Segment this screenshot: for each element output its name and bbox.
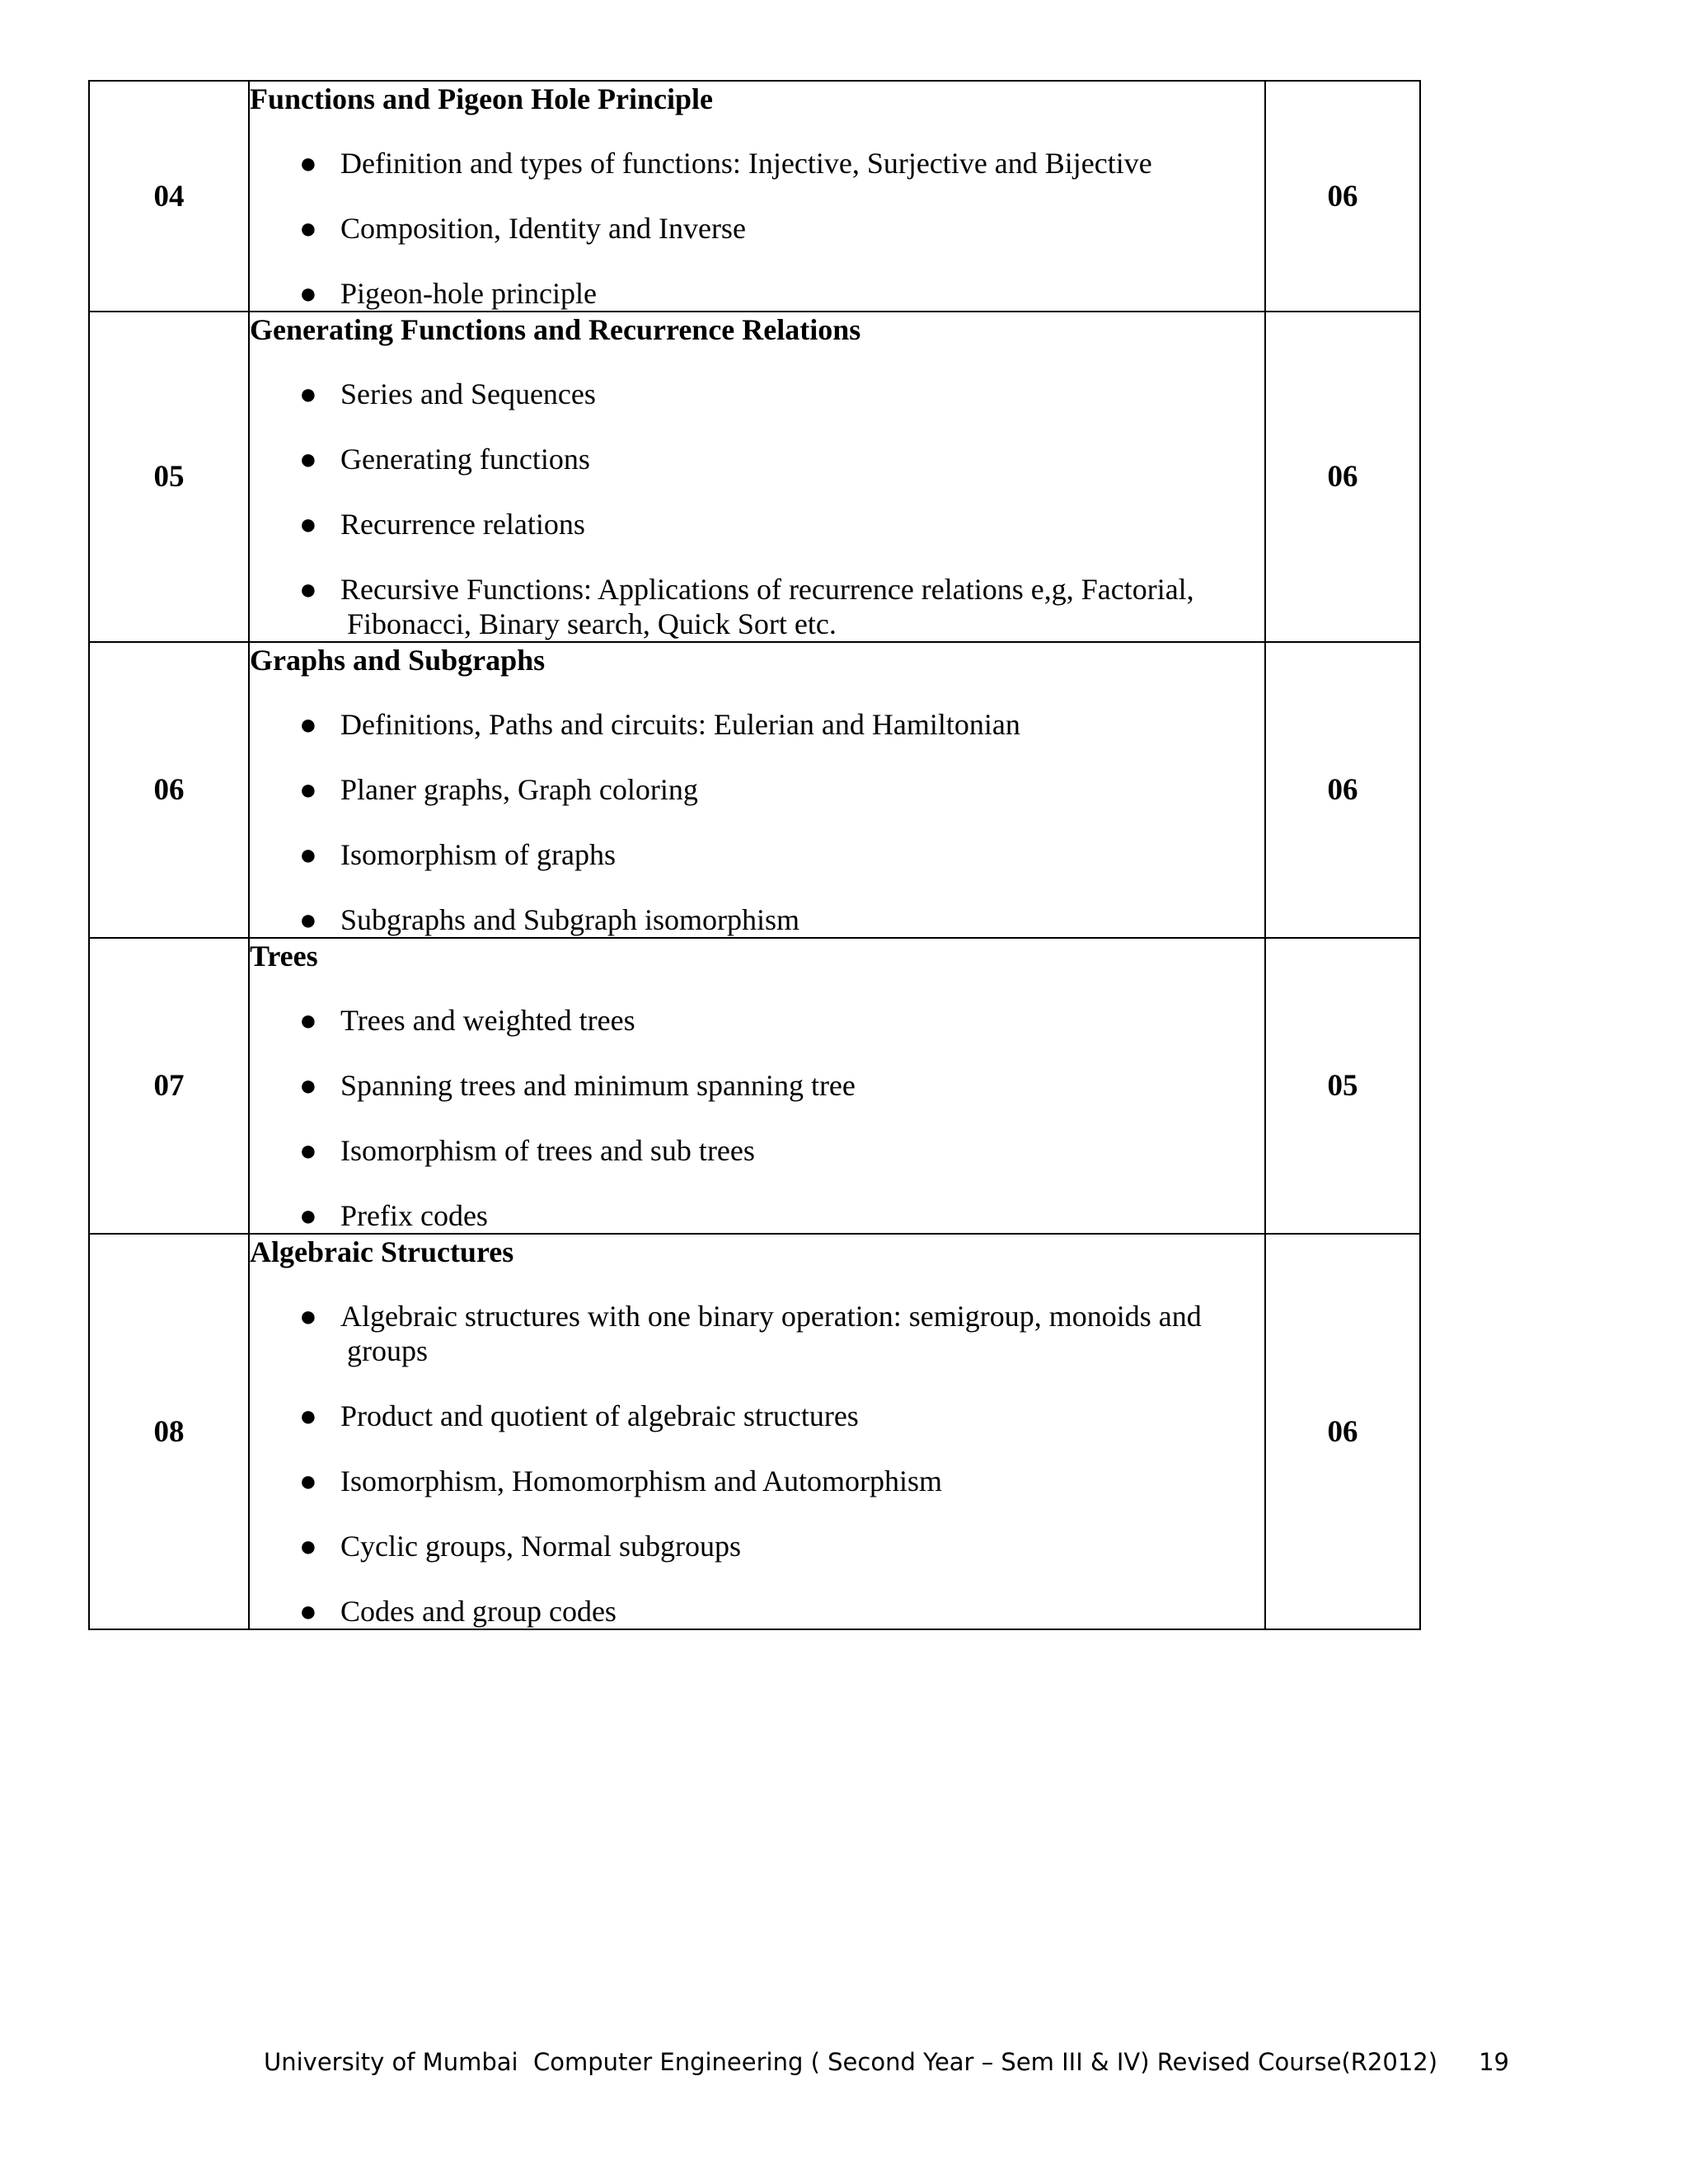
module-row bbox=[89, 642, 1420, 938]
topic-text: Planer graphs, Graph coloring bbox=[340, 773, 698, 806]
topic-text: Cyclic groups, Normal subgroups bbox=[340, 1530, 741, 1563]
topic-item bbox=[250, 1399, 1264, 1433]
topic-text: Composition, Identity and Inverse bbox=[340, 212, 746, 245]
module-hours: 06 bbox=[1265, 312, 1420, 642]
module-hours: 06 bbox=[1265, 1234, 1420, 1629]
module-hours: 06 bbox=[1265, 81, 1420, 312]
topic-item bbox=[250, 276, 1264, 311]
module-title: Trees bbox=[250, 940, 318, 972]
module-number: 06 bbox=[89, 642, 249, 938]
module-number: 07 bbox=[89, 938, 249, 1234]
bullet-icon: ● bbox=[299, 277, 317, 310]
topic-list bbox=[250, 1299, 1264, 1629]
module-title: Algebraic Structures bbox=[250, 1235, 514, 1268]
topic-item bbox=[250, 1003, 1264, 1038]
bullet-icon: ● bbox=[299, 838, 317, 871]
topic-item bbox=[250, 1133, 1264, 1168]
bullet-icon: ● bbox=[299, 1399, 317, 1432]
topic-text: Recursive Functions: Applications of recurrence relations e,g, Factorial, Fibonacci, Binary search, Quick Sort etc. bbox=[340, 573, 1194, 640]
module-content bbox=[249, 938, 1265, 1234]
module-row bbox=[89, 938, 1420, 1234]
topic-item bbox=[250, 377, 1264, 411]
module-number: 05 bbox=[89, 312, 249, 642]
module-content bbox=[249, 642, 1265, 938]
topic-list bbox=[250, 146, 1264, 311]
topic-item bbox=[250, 1594, 1264, 1629]
topic-text: Subgraphs and Subgraph isomorphism bbox=[340, 903, 799, 936]
topic-text: Definitions, Paths and circuits: Eulerian and Hamiltonian bbox=[340, 708, 1020, 741]
bullet-icon: ● bbox=[299, 773, 317, 806]
bullet-icon: ● bbox=[299, 1530, 317, 1563]
module-row bbox=[89, 312, 1420, 642]
topic-text: Product and quotient of algebraic structures bbox=[340, 1399, 859, 1432]
topic-text: Prefix codes bbox=[340, 1199, 488, 1232]
bullet-icon: ● bbox=[299, 1199, 317, 1232]
module-title: Graphs and Subgraphs bbox=[250, 644, 546, 677]
bullet-icon: ● bbox=[299, 377, 317, 410]
module-number: 08 bbox=[89, 1234, 249, 1629]
module-title: Functions and Pigeon Hole Principle bbox=[250, 82, 714, 115]
topic-list bbox=[250, 707, 1264, 937]
topic-item bbox=[250, 1068, 1264, 1103]
topic-item bbox=[250, 507, 1264, 541]
bullet-icon: ● bbox=[299, 1134, 317, 1167]
module-title: Generating Functions and Recurrence Relations bbox=[250, 313, 861, 346]
topic-text: Isomorphism of trees and sub trees bbox=[340, 1134, 755, 1167]
bullet-icon: ● bbox=[299, 708, 317, 741]
bullet-icon: ● bbox=[299, 1465, 317, 1497]
topic-item bbox=[250, 837, 1264, 872]
module-hours: 05 bbox=[1265, 938, 1420, 1234]
topic-text: Pigeon-hole principle bbox=[340, 277, 597, 310]
topic-item bbox=[250, 1198, 1264, 1233]
topic-list bbox=[250, 1003, 1264, 1233]
module-number: 04 bbox=[89, 81, 249, 312]
module-row bbox=[89, 1234, 1420, 1629]
topic-item bbox=[250, 146, 1264, 180]
bullet-icon: ● bbox=[299, 1300, 317, 1333]
topic-item bbox=[250, 772, 1264, 807]
bullet-icon: ● bbox=[299, 1004, 317, 1037]
bullet-icon: ● bbox=[299, 1069, 317, 1102]
topic-text: Definition and types of functions: Injective, Surjective and Bijective bbox=[340, 147, 1152, 180]
module-content bbox=[249, 81, 1265, 312]
bullet-icon: ● bbox=[299, 212, 317, 245]
topic-text: Trees and weighted trees bbox=[340, 1004, 635, 1037]
topic-text: Codes and group codes bbox=[340, 1595, 617, 1628]
topic-text: Algebraic structures with one binary operation: semigroup, monoids and groups bbox=[340, 1300, 1202, 1367]
module-row bbox=[89, 81, 1420, 312]
topic-list bbox=[250, 377, 1264, 641]
page-footer bbox=[264, 2047, 1509, 2077]
page-number: 19 bbox=[1479, 2048, 1509, 2076]
bullet-icon: ● bbox=[299, 443, 317, 476]
topic-text: Generating functions bbox=[340, 443, 590, 476]
topic-item bbox=[250, 1464, 1264, 1498]
footer-text: University of Mumbai Computer Engineering ( Second Year – Sem III & IV) Revised Course(R2012) bbox=[264, 2048, 1438, 2076]
topic-item bbox=[250, 572, 1264, 641]
bullet-icon: ● bbox=[299, 147, 317, 180]
topic-text: Recurrence relations bbox=[340, 508, 585, 541]
module-content bbox=[249, 312, 1265, 642]
topic-text: Series and Sequences bbox=[340, 377, 596, 410]
bullet-icon: ● bbox=[299, 573, 317, 606]
bullet-icon: ● bbox=[299, 1595, 317, 1628]
topic-item bbox=[250, 211, 1264, 246]
topic-text: Isomorphism of graphs bbox=[340, 838, 616, 871]
topic-item bbox=[250, 707, 1264, 742]
syllabus-table bbox=[88, 80, 1421, 1630]
topic-text: Spanning trees and minimum spanning tree bbox=[340, 1069, 856, 1102]
topic-item bbox=[250, 442, 1264, 476]
topic-item bbox=[250, 902, 1264, 937]
bullet-icon: ● bbox=[299, 903, 317, 936]
module-hours: 06 bbox=[1265, 642, 1420, 938]
topic-item bbox=[250, 1529, 1264, 1563]
bullet-icon: ● bbox=[299, 508, 317, 541]
topic-item bbox=[250, 1299, 1264, 1368]
topic-text: Isomorphism, Homomorphism and Automorphism bbox=[340, 1465, 943, 1497]
module-content bbox=[249, 1234, 1265, 1629]
